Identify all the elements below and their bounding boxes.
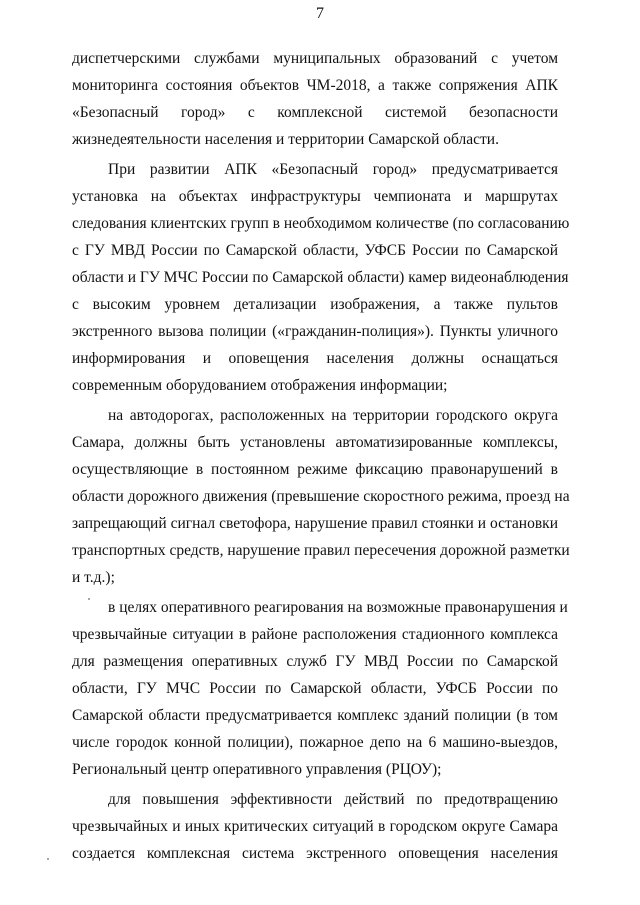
text-line: Региональный центр оперативного управления (РЦОУ); [72, 761, 442, 778]
text-line: «Безопасный город» с комплексной системой безопасности [72, 104, 558, 121]
text-line: современным оборудованием отображения информации; [72, 377, 448, 394]
paragraph [72, 45, 558, 153]
paragraph [72, 402, 570, 591]
text-line: жизнедеятельности населения и территории Самарской области. [72, 131, 499, 148]
scan-speck [47, 858, 49, 860]
text-line: с высоким уровнем детализации изображения, а также пультов [72, 296, 558, 313]
text-line: информирования и оповещения населения должны оснащаться [72, 350, 558, 367]
text-line: При развитии АПК «Безопасный город» предусматривается [108, 161, 558, 178]
text-line: чрезвычайных и иных критических ситуаций в городском округе Самара [72, 818, 558, 835]
text-line: для размещения оперативных служб ГУ МВД России по Самарской [72, 653, 558, 670]
text-line: области и ГУ МЧС России по Самарской области) камер видеонаблюдения [72, 269, 569, 286]
text-line: Самара, должны быть установлены автоматизированные комплексы, [72, 434, 558, 451]
text-line: области, ГУ МЧС России по Самарской области, УФСБ России по [72, 680, 558, 697]
text-line: транспортных средств, нарушение правил пересечения дорожной разметки [72, 542, 570, 559]
paragraph [72, 594, 568, 783]
text-line: области дорожного движения (превышение скоростного режима, проезд на [72, 488, 570, 505]
text-line: с ГУ МВД России по Самарской области, УФСБ России по Самарской [72, 242, 558, 259]
paragraph [72, 156, 570, 399]
text-line: осуществляющие в постоянном режиме фиксацию правонарушений в [72, 461, 558, 478]
text-line: установка на объектах инфраструктуры чемпионата и маршрутах [72, 188, 558, 205]
text-line: диспетчерскими службами муниципальных образований с учетом [72, 50, 558, 67]
paragraph [72, 786, 558, 867]
text-line: числе городок конной полиции), пожарное депо на 6 машино-выездов, [72, 734, 558, 751]
text-line: Самарской области предусматривается комплекс зданий полиции (в том [72, 707, 558, 724]
page-number: 7 [316, 5, 324, 22]
text-line: на автодорогах, расположенных на территории городского округа [108, 407, 558, 424]
document-body [72, 45, 570, 867]
scan-speck [88, 598, 90, 600]
text-line: и т.д.); [72, 569, 115, 586]
text-line: экстренного вызова полиции («гражданин-полиция»). Пункты уличного [72, 323, 558, 340]
text-line: чрезвычайные ситуации в районе расположения стадионного комплекса [72, 626, 558, 643]
text-line: запрещающий сигнал светофора, нарушение правил стоянки и остановки [72, 515, 558, 532]
text-line: следования клиентских групп в необходимом количестве (по согласованию [72, 215, 570, 232]
text-line: создается комплексная система экстренного оповещения населения [72, 845, 558, 862]
text-line: для повышения эффективности действий по предотвращению [108, 791, 558, 808]
text-line: в целях оперативного реагирования на возможные правонарушения и [108, 599, 568, 616]
text-line: мониторинга состояния объектов ЧМ-2018, а также сопряжения АПК [72, 77, 558, 94]
